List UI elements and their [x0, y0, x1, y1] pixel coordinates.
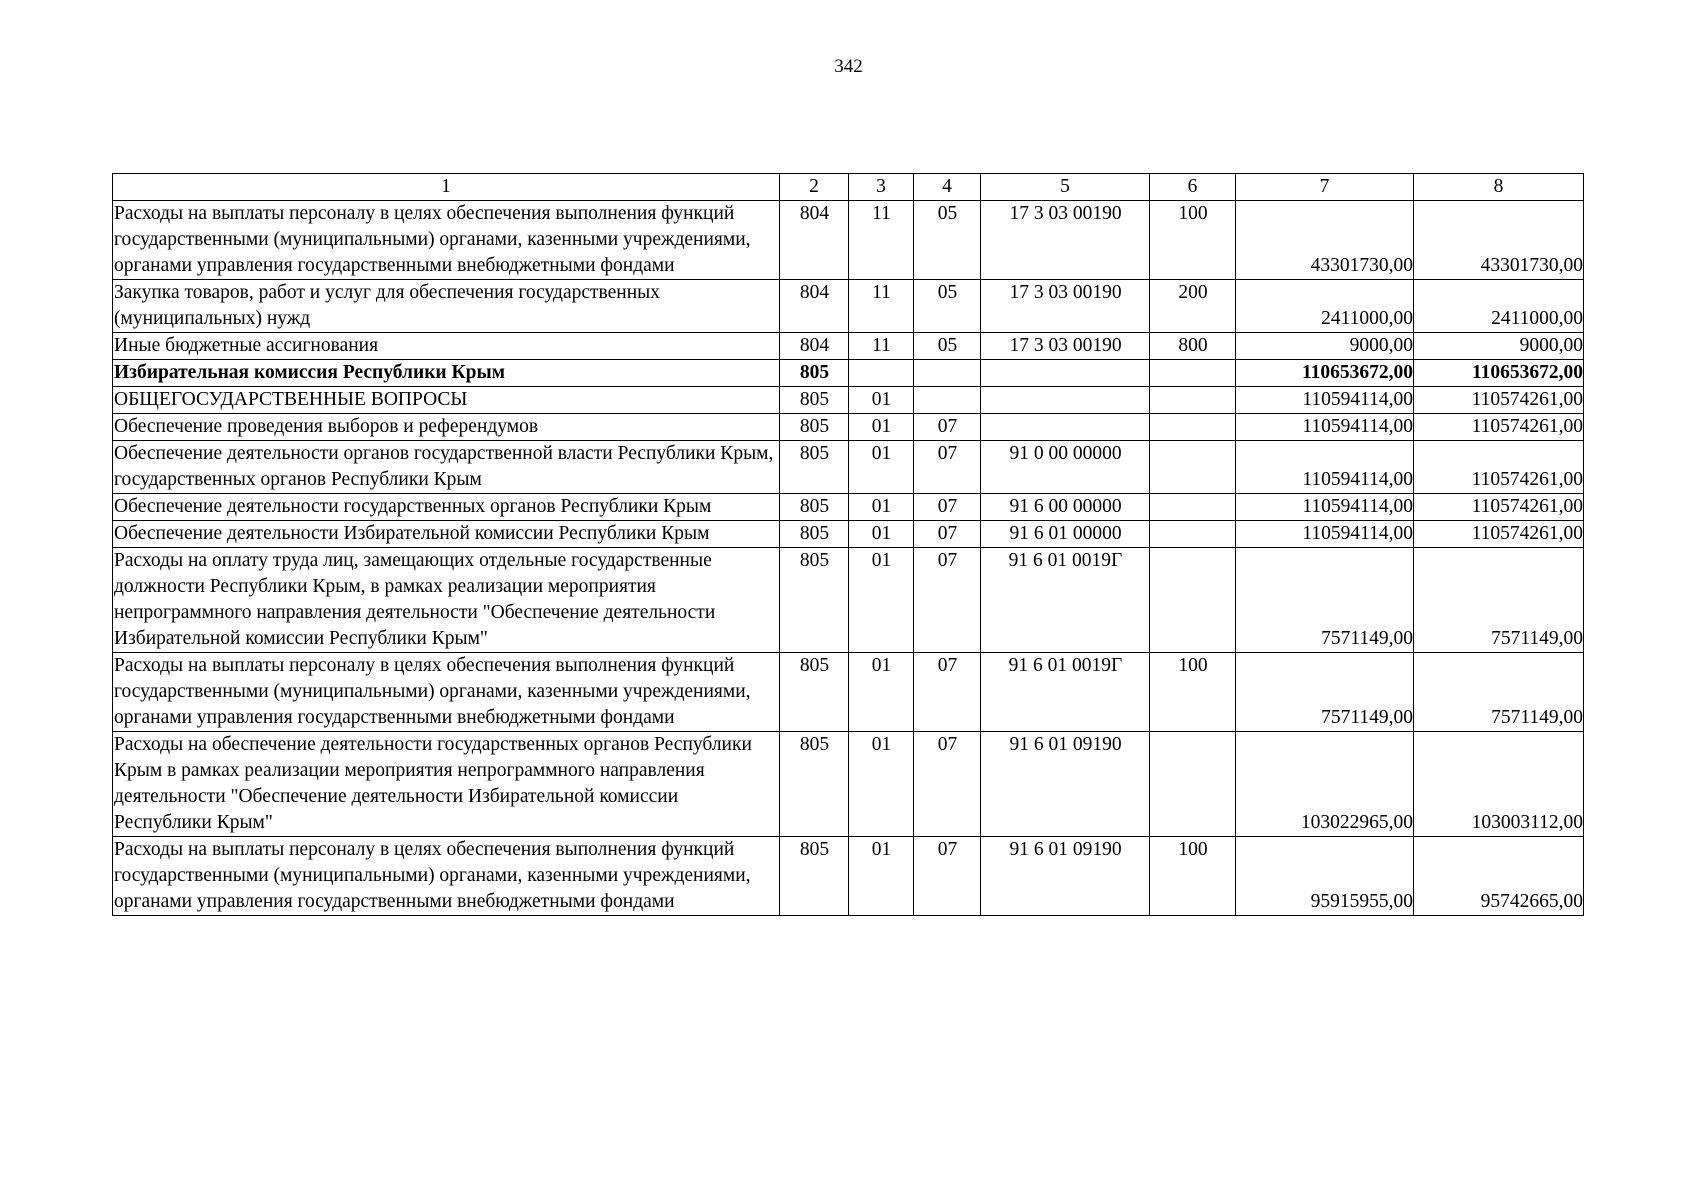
row-name: Расходы на выплаты персоналу в целях обеспечения выполнения функций государственными (муниципальными) органами, казенными учреждениями, органами управления государственными внебюджетными фондами	[113, 837, 780, 916]
amount-year-2: 110574261,00	[1414, 521, 1584, 548]
row-name: Обеспечение деятельности органов государственной власти Республики Крым, государственных органов Республики Крым	[113, 441, 780, 494]
section-code: 01	[849, 387, 914, 414]
table-row	[113, 441, 1584, 494]
target-article-code: 17 3 03 00190	[981, 333, 1150, 360]
target-article-code: 91 6 01 00000	[981, 521, 1150, 548]
expense-type-code	[1150, 360, 1236, 387]
amount-year-2: 95742665,00	[1414, 837, 1584, 916]
target-article-code: 17 3 03 00190	[981, 201, 1150, 280]
subsection-code: 05	[914, 201, 981, 280]
table-row	[113, 414, 1584, 441]
amount-year-1: 110594114,00	[1236, 387, 1414, 414]
expense-type-code	[1150, 387, 1236, 414]
amount-year-2: 43301730,00	[1414, 201, 1584, 280]
expense-type-code	[1150, 441, 1236, 494]
ministry-code: 805	[780, 360, 849, 387]
target-article-code: 91 6 00 00000	[981, 494, 1150, 521]
amount-year-1: 110594114,00	[1236, 414, 1414, 441]
section-code: 11	[849, 333, 914, 360]
row-name: Расходы на оплату труда лиц, замещающих отдельные государственные должности Республики Крым, в рамках реализации мероприятия непрограммного направления деятельности "Обеспечение деятельности Избирательной комиссии Республики Крым"	[113, 548, 780, 653]
ministry-code: 805	[780, 521, 849, 548]
amount-year-1: 110594114,00	[1236, 441, 1414, 494]
subsection-code: 07	[914, 441, 981, 494]
expense-type-code: 800	[1150, 333, 1236, 360]
target-article-code	[981, 414, 1150, 441]
amount-year-2: 110574261,00	[1414, 441, 1584, 494]
row-name: Обеспечение деятельности государственных органов Республики Крым	[113, 494, 780, 521]
column-header: 4	[914, 174, 981, 201]
row-name: Избирательная комиссия Республики Крым	[113, 360, 780, 387]
amount-year-2: 7571149,00	[1414, 653, 1584, 732]
row-name: Обеспечение деятельности Избирательной комиссии Республики Крым	[113, 521, 780, 548]
table-row	[113, 360, 1584, 387]
column-header: 2	[780, 174, 849, 201]
column-header: 5	[981, 174, 1150, 201]
page-number: 342	[834, 56, 863, 77]
section-code: 01	[849, 732, 914, 837]
amount-year-1: 103022965,00	[1236, 732, 1414, 837]
amount-year-1: 7571149,00	[1236, 653, 1414, 732]
expense-type-code	[1150, 521, 1236, 548]
row-name: Расходы на выплаты персоналу в целях обеспечения выполнения функций государственными (муниципальными) органами, казенными учреждениями, органами управления государственными внебюджетными фондами	[113, 201, 780, 280]
ministry-code: 805	[780, 414, 849, 441]
subsection-code: 07	[914, 494, 981, 521]
ministry-code: 805	[780, 548, 849, 653]
table-header-row	[113, 174, 1584, 201]
table-row	[113, 494, 1584, 521]
budget-table	[112, 173, 1584, 916]
expense-type-code	[1150, 414, 1236, 441]
expense-type-code: 200	[1150, 280, 1236, 333]
column-header: 1	[113, 174, 780, 201]
section-code: 01	[849, 548, 914, 653]
section-code: 01	[849, 441, 914, 494]
amount-year-2: 103003112,00	[1414, 732, 1584, 837]
expense-type-code	[1150, 732, 1236, 837]
amount-year-2: 110574261,00	[1414, 494, 1584, 521]
table-row	[113, 333, 1584, 360]
subsection-code: 07	[914, 414, 981, 441]
section-code: 01	[849, 494, 914, 521]
amount-year-2: 110653672,00	[1414, 360, 1584, 387]
ministry-code: 805	[780, 653, 849, 732]
table-row	[113, 653, 1584, 732]
table-row	[113, 280, 1584, 333]
ministry-code: 805	[780, 837, 849, 916]
amount-year-1: 7571149,00	[1236, 548, 1414, 653]
table-row	[113, 521, 1584, 548]
ministry-code: 805	[780, 441, 849, 494]
subsection-code	[914, 387, 981, 414]
section-code: 11	[849, 280, 914, 333]
row-name: Обеспечение проведения выборов и референдумов	[113, 414, 780, 441]
expense-type-code: 100	[1150, 837, 1236, 916]
ministry-code: 804	[780, 201, 849, 280]
target-article-code: 91 0 00 00000	[981, 441, 1150, 494]
expense-type-code: 100	[1150, 201, 1236, 280]
section-code: 01	[849, 414, 914, 441]
column-header: 6	[1150, 174, 1236, 201]
section-code: 01	[849, 837, 914, 916]
table-row	[113, 837, 1584, 916]
subsection-code: 07	[914, 837, 981, 916]
target-article-code	[981, 387, 1150, 414]
amount-year-2: 9000,00	[1414, 333, 1584, 360]
target-article-code: 91 6 01 0019Г	[981, 548, 1150, 653]
column-header: 7	[1236, 174, 1414, 201]
target-article-code: 91 6 01 0019Г	[981, 653, 1150, 732]
row-name: Иные бюджетные ассигнования	[113, 333, 780, 360]
amount-year-1: 9000,00	[1236, 333, 1414, 360]
amount-year-1: 2411000,00	[1236, 280, 1414, 333]
expense-type-code	[1150, 548, 1236, 653]
row-name: Расходы на обеспечение деятельности государственных органов Республики Крым в рамках реализации мероприятия непрограммного направления деятельности "Обеспечение деятельности Избирательной комиссии Республики Крым"	[113, 732, 780, 837]
table-row	[113, 548, 1584, 653]
subsection-code: 07	[914, 653, 981, 732]
section-code: 11	[849, 201, 914, 280]
amount-year-2: 7571149,00	[1414, 548, 1584, 653]
target-article-code: 91 6 01 09190	[981, 732, 1150, 837]
section-code: 01	[849, 653, 914, 732]
ministry-code: 805	[780, 494, 849, 521]
ministry-code: 805	[780, 732, 849, 837]
column-header: 3	[849, 174, 914, 201]
amount-year-1: 110594114,00	[1236, 521, 1414, 548]
row-name: ОБЩЕГОСУДАРСТВЕННЫЕ ВОПРОСЫ	[113, 387, 780, 414]
subsection-code: 07	[914, 732, 981, 837]
target-article-code: 91 6 01 09190	[981, 837, 1150, 916]
target-article-code: 17 3 03 00190	[981, 280, 1150, 333]
section-code	[849, 360, 914, 387]
table-row	[113, 201, 1584, 280]
amount-year-2: 110574261,00	[1414, 387, 1584, 414]
amount-year-1: 110653672,00	[1236, 360, 1414, 387]
amount-year-2: 2411000,00	[1414, 280, 1584, 333]
target-article-code	[981, 360, 1150, 387]
amount-year-1: 110594114,00	[1236, 494, 1414, 521]
column-header: 8	[1414, 174, 1584, 201]
subsection-code	[914, 360, 981, 387]
subsection-code: 07	[914, 548, 981, 653]
amount-year-1: 95915955,00	[1236, 837, 1414, 916]
ministry-code: 805	[780, 387, 849, 414]
ministry-code: 804	[780, 280, 849, 333]
subsection-code: 05	[914, 333, 981, 360]
section-code: 01	[849, 521, 914, 548]
subsection-code: 05	[914, 280, 981, 333]
subsection-code: 07	[914, 521, 981, 548]
expense-type-code	[1150, 494, 1236, 521]
ministry-code: 804	[780, 333, 849, 360]
table-row	[113, 387, 1584, 414]
expense-type-code: 100	[1150, 653, 1236, 732]
table-row	[113, 732, 1584, 837]
amount-year-1: 43301730,00	[1236, 201, 1414, 280]
amount-year-2: 110574261,00	[1414, 414, 1584, 441]
row-name: Расходы на выплаты персоналу в целях обеспечения выполнения функций государственными (муниципальными) органами, казенными учреждениями, органами управления государственными внебюджетными фондами	[113, 653, 780, 732]
row-name: Закупка товаров, работ и услуг для обеспечения государственных (муниципальных) нужд	[113, 280, 780, 333]
